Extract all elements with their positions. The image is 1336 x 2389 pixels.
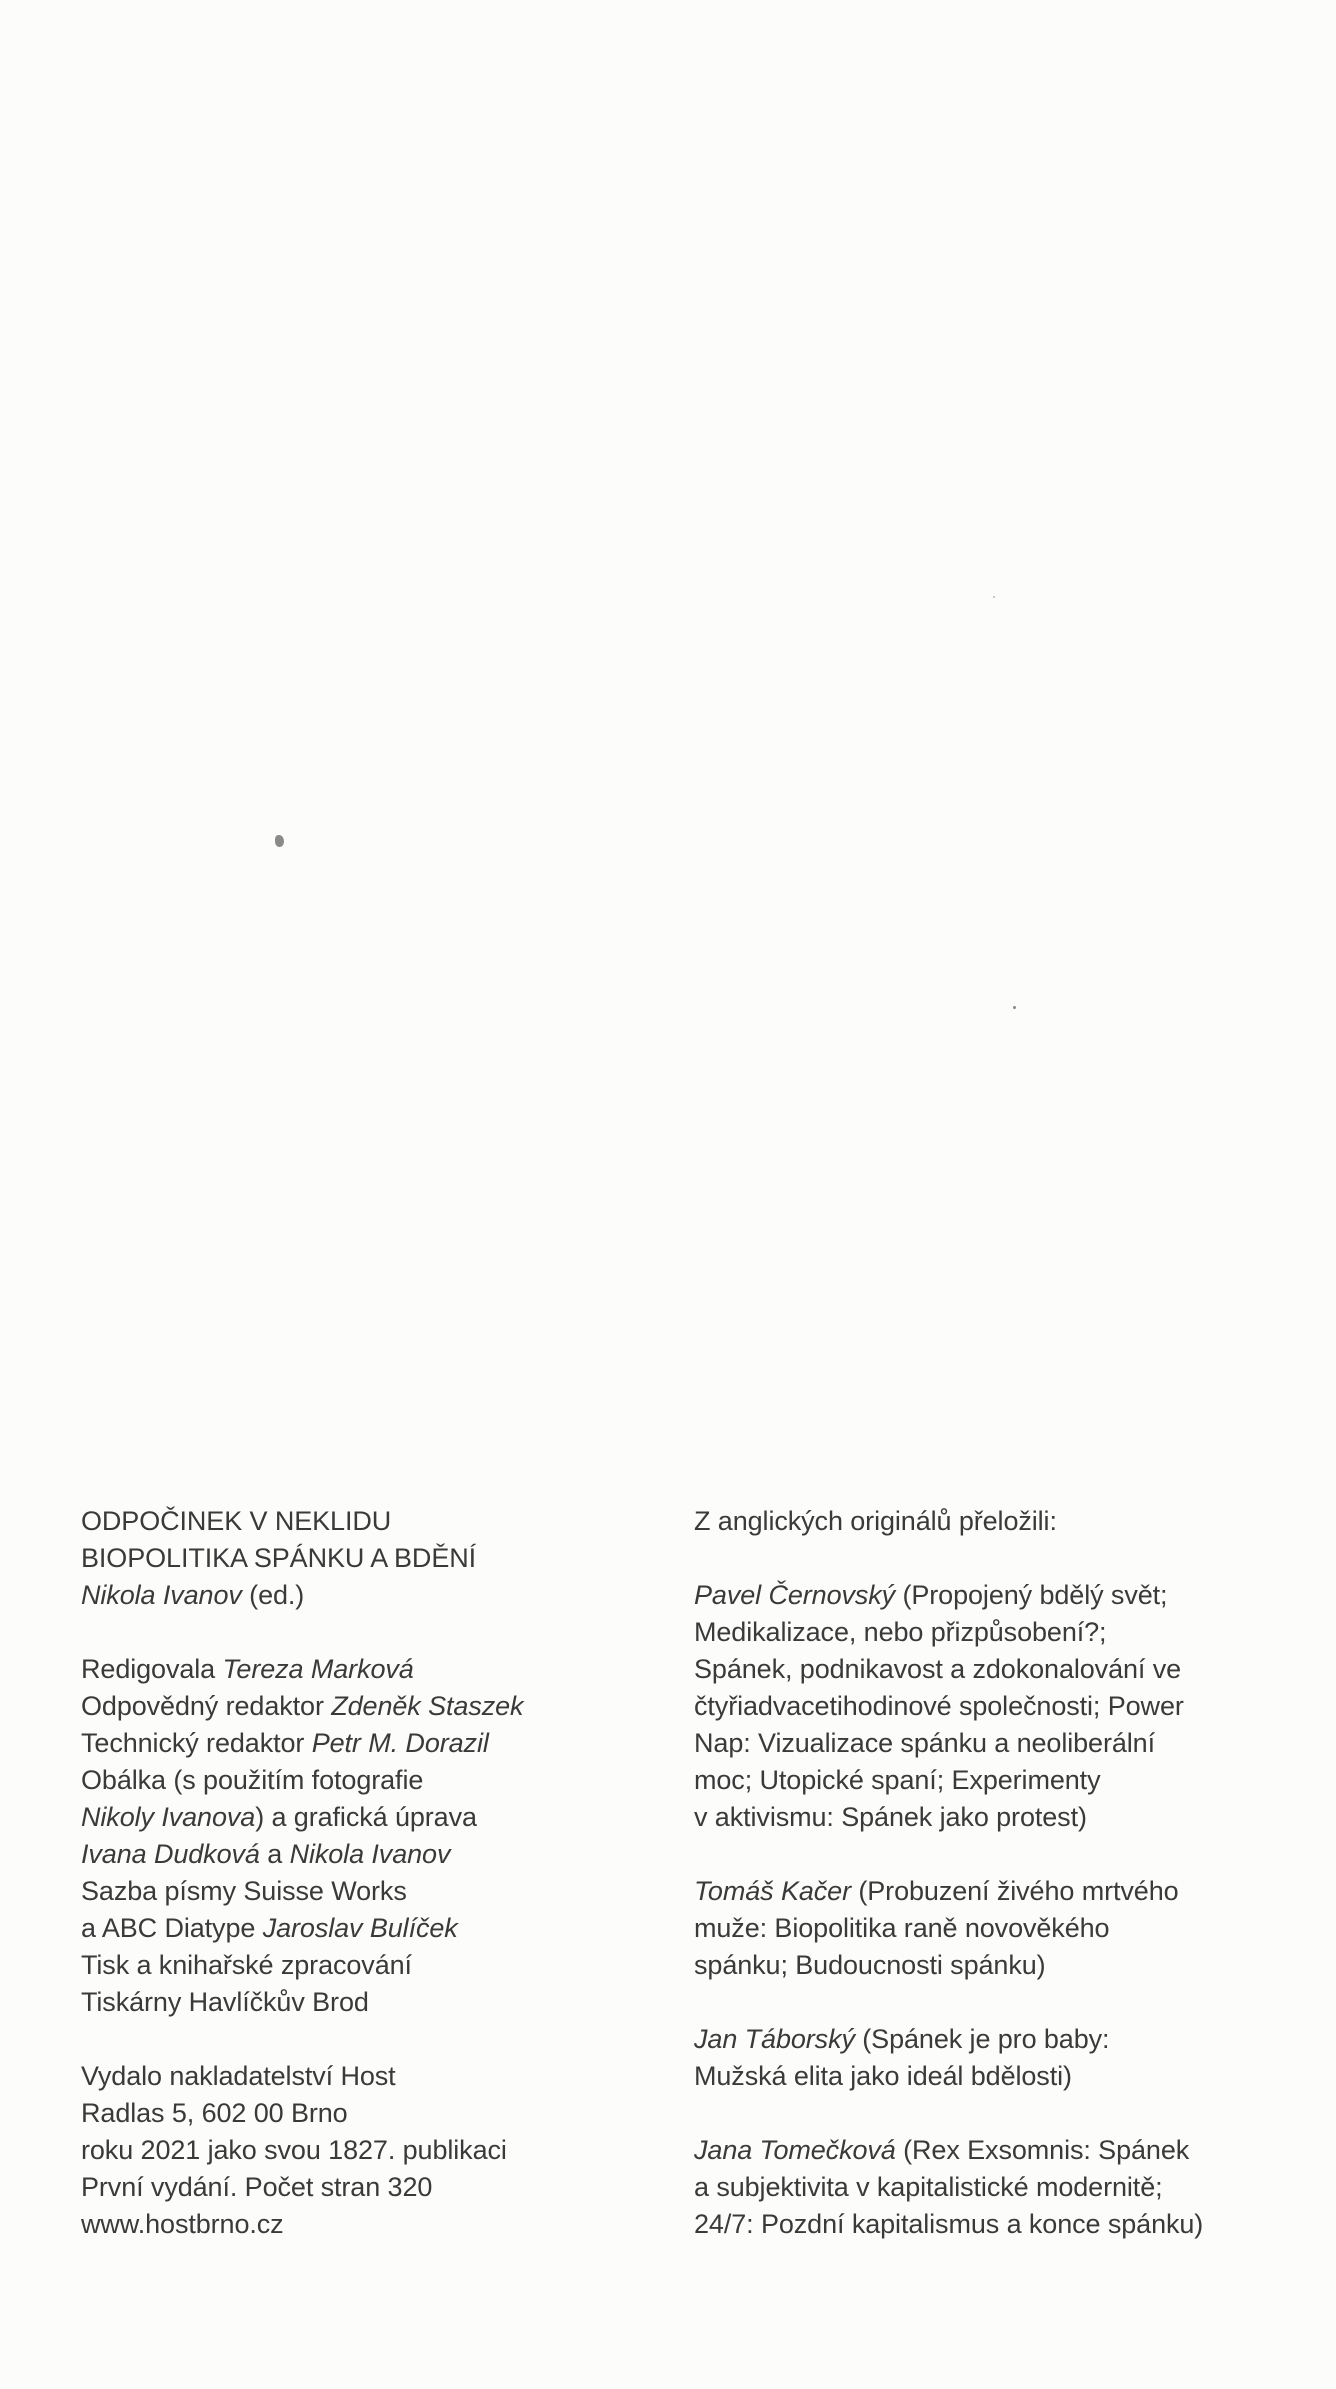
credit-name: Petr M. Dorazil <box>311 1728 489 1758</box>
credit-designers <box>81 1836 641 1873</box>
credit-sazba-cont <box>81 1910 641 1947</box>
translator-works-line: Spánek, podnikavost a zdokonalování ve <box>694 1654 1182 1684</box>
publisher-year: roku 2021 jako svou 1827. publikaci <box>81 2135 507 2165</box>
dust-speck <box>275 835 284 847</box>
spacer <box>694 1984 1284 2021</box>
translator-works: (Probuzení živého mrtvého <box>850 1876 1179 1906</box>
translator-name: Tomáš Kačer <box>694 1876 851 1906</box>
credit-name: Jaroslav Bulíček <box>262 1913 458 1943</box>
translators-column <box>694 1503 1284 2243</box>
credit-name: Zdeněk Staszek <box>331 1691 524 1721</box>
book-subtitle: BIOPOLITIKA SPÁNKU A BDĚNÍ <box>81 1543 477 1573</box>
credit-name: Ivana Dudková <box>81 1839 260 1869</box>
credit-name: Tereza Marková <box>222 1654 414 1684</box>
credit-sazba: Sazba písmy Suisse Works <box>81 1876 407 1906</box>
translator-works-line: Mužská elita jako ideál bdělosti) <box>694 2061 1072 2091</box>
book-editor <box>81 1577 641 1614</box>
translators-heading: Z anglických originálů přeložili: <box>694 1506 1057 1536</box>
credit-text: a <box>259 1839 290 1869</box>
translator-name: Jan Táborský <box>694 2024 855 2054</box>
translator-works: (Spánek je pro baby: <box>854 2024 1110 2054</box>
credit-tisk: Tisk a knihařské zpracování <box>81 1950 412 1980</box>
credit-technicky-redaktor <box>81 1725 641 1762</box>
translator-works-line: moc; Utopické spaní; Experimenty <box>694 1765 1101 1795</box>
translator-works-line: čtyřiadvacetihodinové společnosti; Power <box>694 1691 1184 1721</box>
spacer <box>694 1540 1284 1577</box>
translator-works-line: muže: Biopolitika raně novověkého <box>694 1913 1110 1943</box>
translator-entry <box>694 1873 1284 1910</box>
spacer <box>694 1836 1284 1873</box>
publisher-edition: První vydání. Počet stran 320 <box>81 2172 433 2202</box>
colophon-column <box>81 1503 641 2243</box>
dust-speck <box>1013 1006 1016 1009</box>
translator-entry <box>694 2132 1284 2169</box>
credit-obalka: Obálka (s použitím fotografie <box>81 1765 424 1795</box>
publisher-website: www.hostbrno.cz <box>81 2209 284 2239</box>
editor-suffix: (ed.) <box>241 1580 305 1610</box>
credit-label: Odpovědný redaktor <box>81 1691 332 1721</box>
credit-text: ) a grafická úprava <box>255 1802 477 1832</box>
translator-entry <box>694 2021 1284 2058</box>
credit-obalka-cont <box>81 1799 641 1836</box>
translator-works-line: Medikalizace, nebo přizpůsobení?; <box>694 1617 1107 1647</box>
translator-entry <box>694 1577 1284 1614</box>
dust-speck <box>993 596 995 598</box>
translator-works-line: a subjektivita v kapitalistické modernitě; <box>694 2172 1163 2202</box>
translator-works-line: v aktivismu: Spánek jako protest) <box>694 1802 1087 1832</box>
credit-label: Technický redaktor <box>81 1728 312 1758</box>
credit-text: a ABC Diatype <box>81 1913 263 1943</box>
translator-name: Pavel Černovský <box>694 1580 896 1610</box>
credit-label: Redigovala <box>81 1654 223 1684</box>
spacer <box>694 2095 1284 2132</box>
credit-tisk-cont: Tiskárny Havlíčkův Brod <box>81 1987 369 2017</box>
spacer <box>81 2021 641 2058</box>
credit-redigovala <box>81 1651 641 1688</box>
credit-odpovedny-redaktor <box>81 1688 641 1725</box>
publisher-line: Vydalo nakladatelství Host <box>81 2061 396 2091</box>
editor-name: Nikola Ivanov <box>81 1580 242 1610</box>
spacer <box>81 1614 641 1651</box>
credit-name: Nikoly Ivanova <box>81 1802 256 1832</box>
credit-name: Nikola Ivanov <box>289 1839 451 1869</box>
translator-works-line: spánku; Budoucnosti spánku) <box>694 1950 1046 1980</box>
publisher-address: Radlas 5, 602 00 Brno <box>81 2098 348 2128</box>
translator-name: Jana Tomečková <box>694 2135 896 2165</box>
translator-works: (Rex Exsomnis: Spánek <box>895 2135 1190 2165</box>
book-title: ODPOČINEK V NEKLIDU <box>81 1506 392 1536</box>
translator-works-line: Nap: Vizualizace spánku a neoliberální <box>694 1728 1156 1758</box>
translator-works-line: 24/7: Pozdní kapitalismus a konce spánku) <box>694 2209 1204 2239</box>
translator-works: (Propojený bdělý svět; <box>895 1580 1168 1610</box>
